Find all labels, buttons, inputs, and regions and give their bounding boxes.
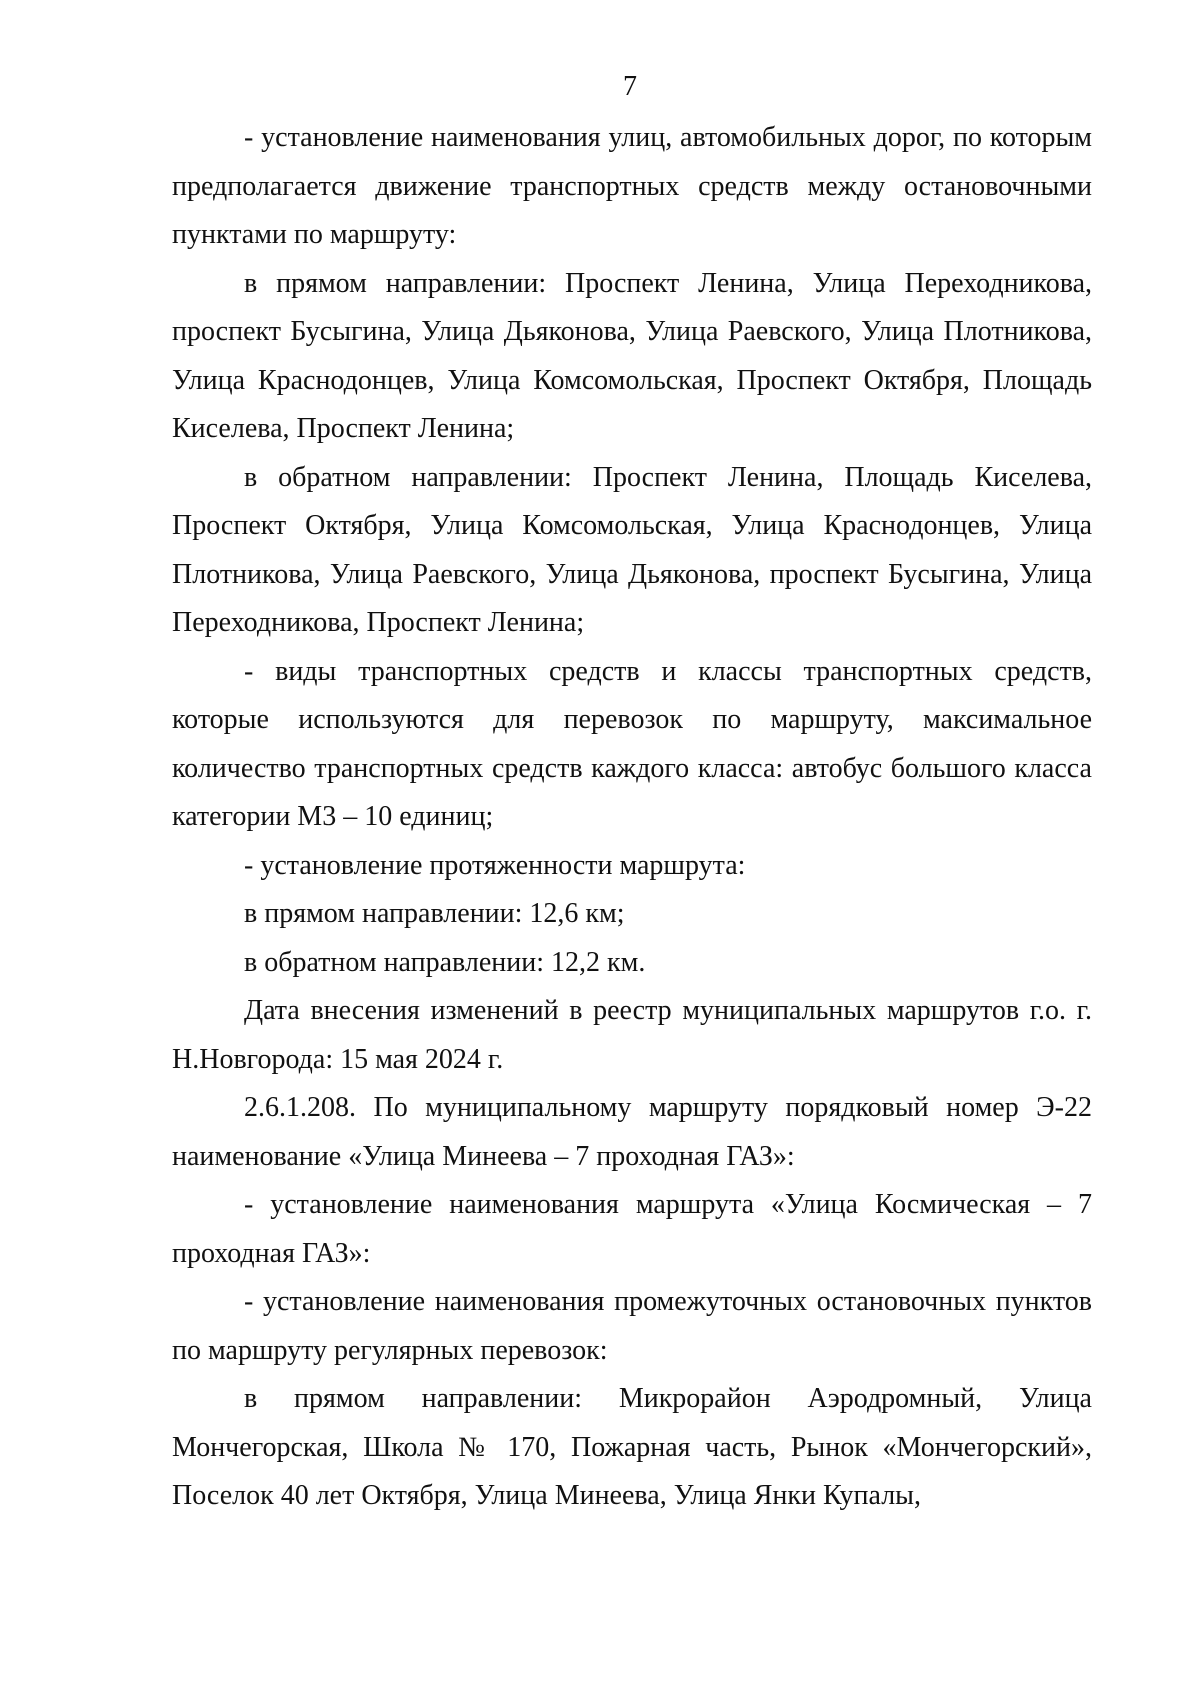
paragraph-route-e22: 2.6.1.208. По муниципальному маршруту порядковый номер Э-22 наименование «Улица Минеева – 7 проходная ГАЗ»:	[172, 1092, 1092, 1172]
paragraph-forward-stops: в прямом направлении: Микрорайон Аэродромный, Улица Мончегорская, Школа № 170, Пожарная часть, Рынок «Мончегорский», Поселок 40 лет Октября, Улица Минеева, Улица Янки Купалы,	[172, 1383, 1092, 1511]
paragraph-vehicle-types: - виды транспортных средств и классы транспортных средств, которые используются для перевозок по маршруту, максимальное количество транспортных средств каждого класса: автобус большого класса категории М3 – 10 единиц;	[172, 655, 1092, 832]
paragraph-intermediate-stops-intro: - установление наименования промежуточных остановочных пунктов по маршруту регулярных перевозок:	[172, 1286, 1092, 1366]
document-body	[172, 114, 1092, 1521]
paragraph-forward-streets: в прямом направлении: Проспект Ленина, Улица Переходникова, проспект Бусыгина, Улица Дьяконова, Улица Раевского, Улица Плотникова, Улица Краснодонцев, Улица Комсомольская, Проспект Октября, Площадь Киселева, Проспект Ленина;	[172, 267, 1092, 444]
paragraph-forward-length: в прямом направлении: 12,6 км;	[244, 898, 625, 929]
paragraph-registry-date: Дата внесения изменений в реестр муниципальных маршрутов г.о. г. Н.Новгорода: 15 мая 2024 г.	[172, 995, 1092, 1075]
paragraph-reverse-length: в обратном направлении: 12,2 км.	[244, 946, 646, 978]
paragraph-reverse-streets: в обратном направлении: Проспект Ленина, Площадь Киселева, Проспект Октября, Улица Комсомольская, Улица Краснодонцев, Улица Плотникова, Улица Раевского, Улица Дьяконова, проспект Бусыгина, Улица Переходникова, Проспект Ленина;	[172, 461, 1092, 638]
paragraph-street-names-intro: - установление наименования улиц, автомобильных дорог, по которым предполагается движение транспортных средств между остановочными пунктами по маршруту:	[172, 122, 1092, 250]
page-number: 7	[623, 71, 637, 102]
paragraph-route-name-change: - установление наименования маршрута «Улица Космическая – 7 проходная ГАЗ»:	[172, 1189, 1092, 1269]
paragraph-route-length-intro: - установление протяженности маршрута:	[244, 849, 746, 881]
